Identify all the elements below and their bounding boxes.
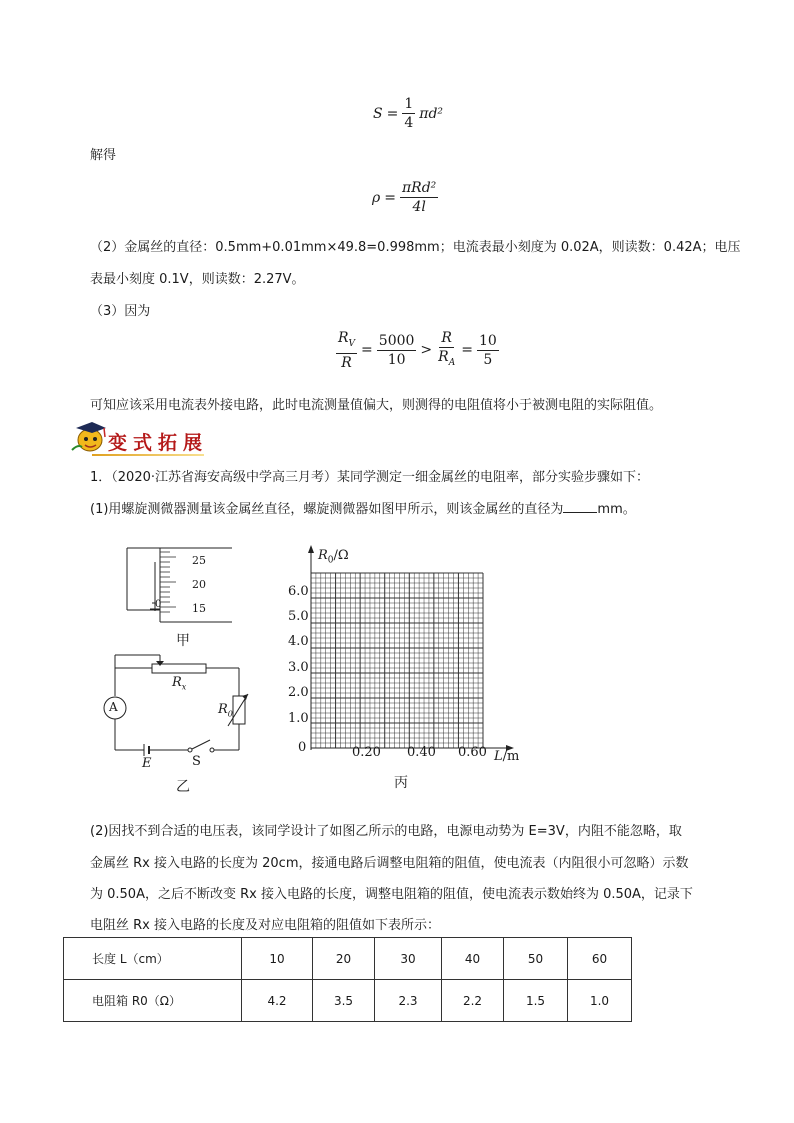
table-row-length	[64, 938, 632, 980]
mic-tick-25: 25	[192, 554, 206, 567]
eq2-num: πRd²	[401, 180, 437, 196]
banner-underline	[92, 454, 204, 456]
eq3-f4-den: 5	[483, 351, 493, 368]
eq3-f1-num-sub: V	[348, 338, 356, 349]
eq3-frac3	[436, 330, 457, 371]
ammeter-label: A	[109, 700, 118, 714]
para2-line1: （2）金属丝的直径：0.5mm+0.01mm×49.8=0.998mm；电流表最小刻度为 0.02A，则读数：0.42A；电压	[90, 240, 741, 255]
plot-ytick-4: 4.0	[288, 634, 309, 649]
switch-label: S	[192, 754, 201, 769]
eq3-f1-num	[336, 330, 357, 354]
rx-label	[172, 675, 186, 692]
plot-ytick-6: 6.0	[288, 584, 309, 599]
equation-area-formula	[373, 96, 443, 131]
table-cell: 1.5	[504, 980, 568, 1022]
para3-text: （3）因为	[90, 304, 151, 319]
mic-tick-15: 15	[192, 602, 206, 615]
plot-xlabel	[494, 749, 519, 764]
eq2-den: 4l	[412, 199, 426, 215]
plot-xtick-060: 0.60	[458, 745, 487, 760]
mic-zero: 0	[155, 599, 162, 610]
eq3-f3-num: R	[441, 330, 452, 346]
eq1-equals: =	[386, 105, 399, 122]
table-cell: 20	[313, 938, 375, 980]
question1-sub1-unit: mm。	[597, 502, 636, 517]
eq3-f1-den: R	[341, 354, 352, 371]
mascot-icon	[68, 420, 110, 456]
table-row-label: 电阻箱 R0（Ω）	[64, 980, 242, 1022]
eq3-f3-den	[436, 348, 457, 371]
ylabel-sub: 0	[327, 555, 334, 566]
table-cell: 60	[568, 938, 632, 980]
ylabel-main: R	[318, 548, 328, 563]
eq1-lhs: S	[373, 105, 383, 122]
plot-ytick-1: 1.0	[288, 711, 309, 726]
eq3-f3-den-main: R	[438, 349, 449, 365]
figure-grid-plot	[280, 540, 520, 770]
table-cell: 4.2	[242, 980, 313, 1022]
plot-ytick-2: 2.0	[288, 685, 309, 700]
rx-main: R	[172, 675, 182, 690]
plot-ytick-3: 3.0	[288, 660, 309, 675]
question1-sub2-line2: 金属丝 Rx 接入电路的长度为 20cm，接通电路后调整电阻箱的阻值，使电流表（内阻很小可忽略）示数	[90, 856, 689, 871]
eq3-gt: >	[420, 342, 433, 359]
question1-sub1-text: (1)用螺旋测微器测量该金属丝直径，螺旋测微器如图甲所示，则该金属丝的直径为	[90, 502, 564, 517]
banner-title: 变式拓展	[108, 432, 209, 454]
data-table	[63, 937, 632, 1022]
table-cell: 50	[504, 938, 568, 980]
eq3-f3-den-sub: A	[448, 357, 456, 368]
r0-sub: 0	[227, 709, 233, 719]
caption-yi: 乙	[176, 779, 190, 795]
emf-label: E	[142, 756, 152, 771]
grid-svg	[280, 540, 520, 770]
plot-ylabel	[318, 548, 349, 566]
table-cell: 1.0	[568, 980, 632, 1022]
caption-bing: 丙	[394, 775, 408, 791]
para2-line2: 表最小刻度 0.1V，则读数：2.27V。	[90, 272, 305, 287]
conclusion-text: 可知应该采用电流表外接电路，此时电流测量值偏大，则测得的电阻值将小于被测电阻的实际阻值。	[90, 398, 663, 413]
question1-sub2-line3: 为 0.50A，之后不断改变 Rx 接入电路的长度，调整电阻箱的阻值，使电流表示数始终为 0.50A，记录下	[90, 887, 693, 902]
question1-sub2-line4: 电阻丝 Rx 接入电路的长度及对应电阻箱的阻值如下表所示：	[90, 918, 440, 933]
eq3-frac4	[477, 333, 499, 368]
y-axis-arrow	[308, 545, 314, 553]
eq3-f4-num: 10	[478, 332, 497, 349]
plot-ytick-5: 5.0	[288, 609, 309, 624]
eq2-lhs: ρ	[372, 189, 381, 206]
eq3-f1-num-main: R	[338, 330, 349, 346]
eq3-f2-num: 5000	[378, 332, 415, 349]
ylabel-unit: /Ω	[333, 548, 349, 563]
equation-resistivity	[372, 180, 438, 215]
plot-xtick-040: 0.40	[407, 745, 436, 760]
eq3-equals1: =	[361, 342, 373, 359]
table-cell: 10	[242, 938, 313, 980]
equation-comparison	[336, 330, 499, 371]
table-cell: 3.5	[313, 980, 375, 1022]
xlabel-main: L	[494, 749, 503, 764]
table-cell: 40	[442, 938, 504, 980]
caption-jia: 甲	[176, 633, 190, 649]
rx-sub: x	[181, 682, 187, 692]
eq3-f2-den: 10	[387, 351, 406, 368]
question1-sub1	[90, 498, 636, 517]
plot-xtick-020: 0.20	[352, 745, 381, 760]
table-cell: 2.3	[375, 980, 442, 1022]
table-cell: 30	[375, 938, 442, 980]
table-cell: 2.2	[442, 980, 504, 1022]
figure-circuit	[100, 650, 260, 790]
r0-label	[218, 702, 233, 719]
eq3-frac1	[336, 330, 357, 371]
table-row-resistance	[64, 980, 632, 1022]
eq1-tail: πd²	[419, 105, 444, 122]
question1-line1: 1．（2020·江苏省海安高级中学高三月考）某同学测定一细金属丝的电阻率，部分实验步骤如下：	[90, 470, 649, 485]
table-row-label: 长度 L（cm）	[64, 938, 242, 980]
mic-tick-20: 20	[192, 578, 206, 591]
eq3-frac2	[377, 333, 417, 368]
eq1-den: 4	[404, 115, 414, 131]
r0-main: R	[218, 702, 228, 717]
eq2-fraction	[400, 180, 438, 215]
question1-sub2-line1: (2)因找不到合适的电压表，该同学设计了如图乙所示的电路，电源电动势为 E=3V，内阻不能忽略，取	[90, 824, 682, 839]
xlabel-unit: /m	[502, 749, 520, 764]
eq2-equals: =	[384, 189, 396, 206]
eq1-num: 1	[404, 96, 414, 112]
jiede-text: 解得	[90, 148, 117, 163]
answer-blank	[563, 500, 597, 513]
plot-origin: 0	[298, 740, 307, 755]
eq1-fraction	[402, 96, 415, 131]
eq3-equals2: =	[461, 342, 473, 359]
